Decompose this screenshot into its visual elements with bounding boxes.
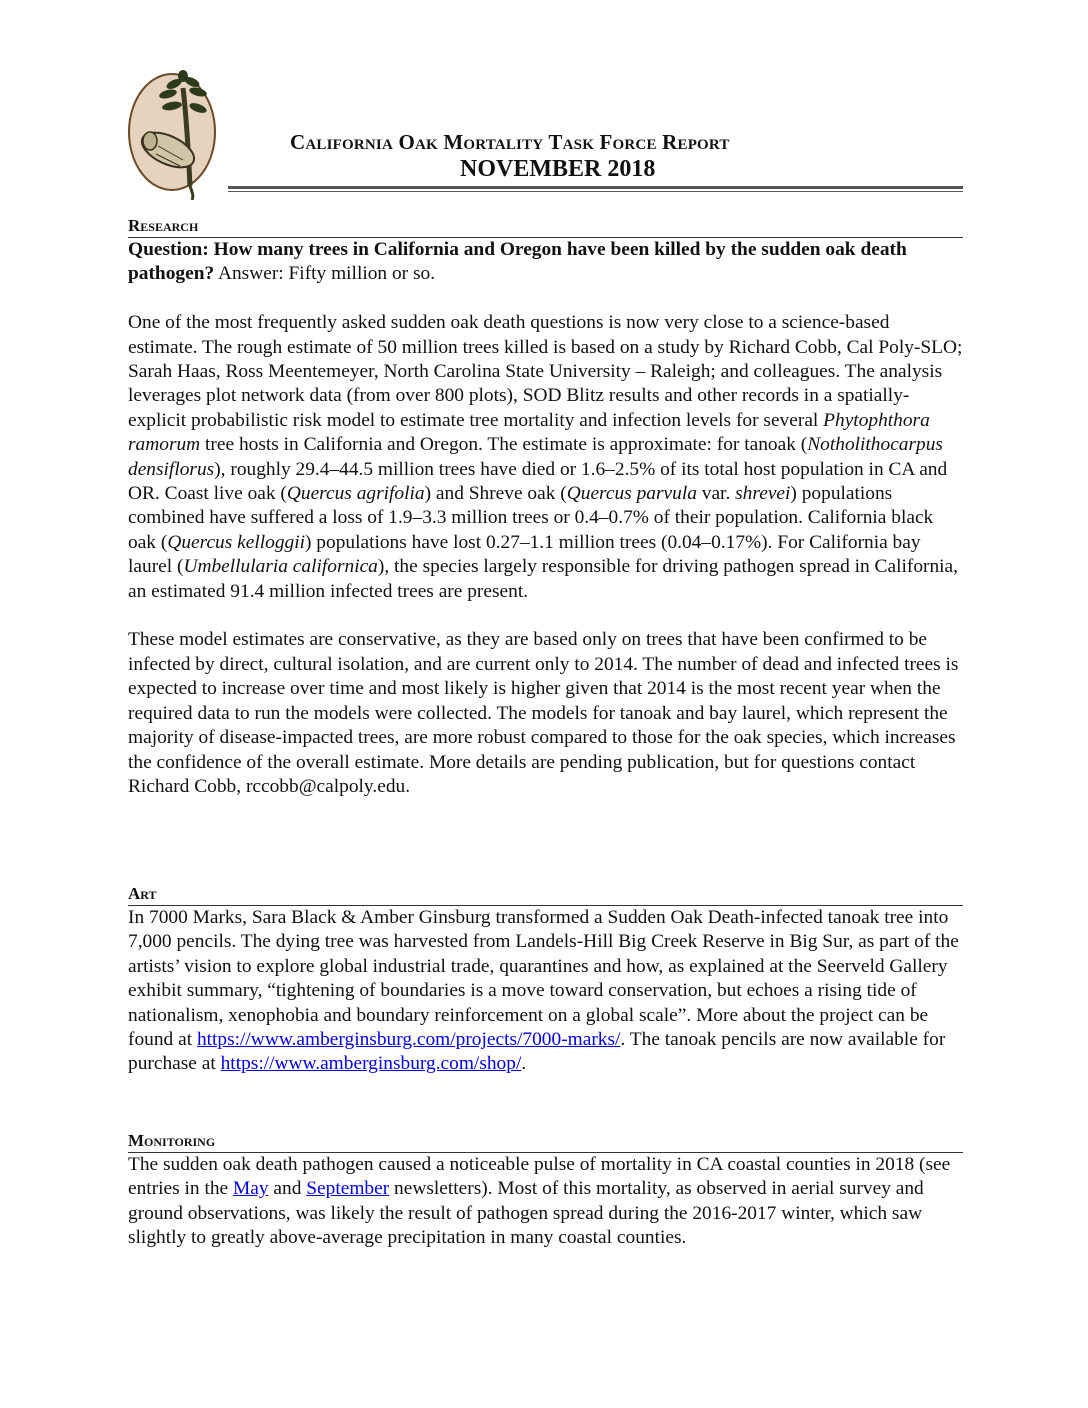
research-question — [128, 238, 963, 287]
report-title: California Oak Mortality Task Force Report — [290, 130, 730, 154]
project-link[interactable]: https://www.amberginsburg.com/projects/7000-marks/ — [196, 1029, 621, 1051]
title-divider — [228, 186, 963, 189]
species-name: Phytophthora ramorum — [128, 409, 930, 456]
oak-seedling-logo — [128, 68, 228, 200]
art-section — [128, 884, 963, 1077]
art-paragraph: In 7000 Marks, Sara Black & Amber Ginsburg transformed a Sudden Oak Death-infected tanoak tree into 7,000 pencils. The dying tree was harvested from Landels-Hill Big Creek Reserve in Big Sur, as part of the artists’ vision to explore global industrial trade, quarantines and how, as explained at the Seerveld Gallery exhibit summary, “tightening of boundaries is a move toward conservation, but echoes a rising tide of nationalism, xenophobia and boundary reinforcement on a global scale”. More about the project can be found at https://www.amberginsburg.com/projects/7000-marks/. The tanoak pencils are now available for purchase at https://www.amberginsburg.com/shop/. — [128, 907, 959, 1075]
may-newsletter-link[interactable]: May — [233, 1178, 269, 1200]
answer-text: Answer: Fifty million or so. — [214, 263, 436, 285]
monitoring-section — [128, 1131, 963, 1251]
shop-link[interactable]: https://www.amberginsburg.com/shop/ — [220, 1053, 522, 1075]
title-divider-thin — [228, 191, 963, 192]
species-name: Notholithocarpus densiflorus — [128, 434, 943, 480]
species-name: Quercus agrifolia — [286, 483, 425, 505]
species-name: Umbellularia californica — [183, 556, 378, 578]
monitoring-heading: Monitoring — [128, 1131, 963, 1153]
research-heading: Research — [128, 216, 963, 238]
research-section — [128, 216, 963, 799]
research-paragraph-1: One of the most frequently asked sudden oak death questions is now very close to a science-based estimate. The rough estimate of 50 million trees killed is based on a study by Richard Cobb, Cal Poly-SLO; Sarah Haas, Ross Meentemeyer, North Carolina State University – Raleigh; and colleagues. The analysis leverages plot network data (from over 800 plots), SOD Blitz results and other records in a spatially-explicit probabilistic risk model to estimate tree mortality and infection levels for several Phytophthora ramorum tree hosts in California and Oregon. The estimate is approximate: for tanoak (Notholithocarpus densiflorus), roughly 29.4–44.5 million trees have died or 1.6–2.5% of its total host population in CA and OR. Coast live oak (Quercus agrifolia) and Shreve oak (Quercus parvula var. shrevei) populations combined have suffered a loss of 1.9–3.3 million trees or 0.4–0.7% of their population. California black oak (Quercus kelloggii) populations have lost 0.27–1.1 million trees (0.04–0.17%). For California bay laurel (Umbellularia californica), the species largely responsible for driving pathogen spread in California, an estimated 91.4 million infected trees are present. — [128, 312, 963, 602]
september-newsletter-link[interactable]: September — [306, 1178, 390, 1200]
question-text: Question: How many trees in California and Oregon have been killed by the sudden oak death pathogen? — [128, 239, 907, 285]
species-name: shrevei — [735, 483, 791, 505]
research-paragraph-2: These model estimates are conservative, as they are based only on trees that have been confirmed to be infected by direct, cultural isolation, and are current only to 2014. The number of dead and infected trees is expected to increase over time and most likely is higher given that 2014 is the most recent year when the required data to run the models were collected. The models for tanoak and bay laurel, which represent the majority of disease-impacted trees, are more robust compared to those for the oak species, which increases the confidence of the overall estimate. More details are pending publication, but for questions contact Richard Cobb, rccobb@calpoly.edu. — [128, 629, 959, 797]
art-heading: Art — [128, 884, 963, 906]
species-name: Quercus kelloggii — [167, 531, 305, 553]
report-date: NOVEMBER 2018 — [460, 156, 656, 182]
species-name: Quercus parvula — [566, 483, 697, 505]
monitoring-paragraph: The sudden oak death pathogen caused a noticeable pulse of mortality in CA coastal counties in 2018 (see entries in the May and September newsletters). Most of this mortality, as observed in aerial survey and ground observations, was likely the result of pathogen spread during the 2016-2017 winter, which saw slightly to greatly above-average precipitation in many coastal counties. — [128, 1154, 951, 1249]
